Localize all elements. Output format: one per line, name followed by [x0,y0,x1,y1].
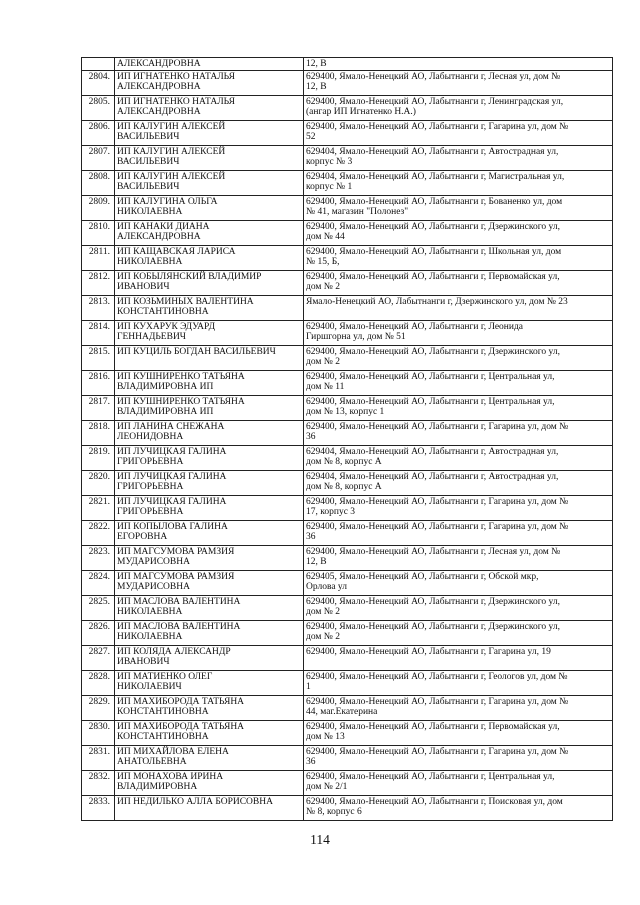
table-row [82,745,613,770]
table-row [82,720,613,745]
entrepreneur-name: ИП КУХАРУК ЭДУАРД ГЕННАДЬЕВИЧ [115,320,304,345]
address-cell: 629400, Ямало-Ненецкий АО, Лабытнанги г, Гагарина ул, дом № 17, корпус 3 [304,495,613,520]
row-number: 2811. [82,245,115,270]
entrepreneur-name: ИП КАЩАВСКАЯ ЛАРИСА НИКОЛАЕВНА [115,245,304,270]
table-row [82,170,613,195]
address-cell: 629400, Ямало-Ненецкий АО, Лабытнанги г, Дзержинского ул, дом № 2 [304,345,613,370]
row-number: 2832. [82,770,115,795]
table-row [82,495,613,520]
address-cell: 629404, Ямало-Ненецкий АО, Лабытнанги г, Автострадная ул, корпус № 3 [304,145,613,170]
table-row [82,120,613,145]
table-row [82,570,613,595]
row-number: 2824. [82,570,115,595]
row-number: 2815. [82,345,115,370]
entrepreneur-name: ИП ИГНАТЕНКО НАТАЛЬЯ АЛЕКСАНДРОВНА [115,95,304,120]
row-number [82,58,115,71]
row-number: 2813. [82,295,115,320]
row-number: 2816. [82,370,115,395]
address-cell: 629400, Ямало-Ненецкий АО, Лабытнанги г, Первомайская ул, дом № 13 [304,720,613,745]
address-cell: 629400, Ямало-Ненецкий АО, Лабытнанги г, Бованенко ул, дом № 41, магазин "Полонез" [304,195,613,220]
row-number: 2823. [82,545,115,570]
entrepreneur-name: ИП МАХИБОРОДА ТАТЬЯНА КОНСТАНТИНОВНА [115,695,304,720]
address-cell: 629400, Ямало-Ненецкий АО, Лабытнанги г, Леонида Гиршгорна ул, дом № 51 [304,320,613,345]
entrepreneur-name: ИП КОЛЯДА АЛЕКСАНДР ИВАНОВИЧ [115,645,304,670]
table-row [82,620,613,645]
table-row [82,295,613,320]
table-row [82,145,613,170]
registry-table [81,57,613,821]
entrepreneur-name: ИП ИГНАТЕНКО НАТАЛЬЯ АЛЕКСАНДРОВНА [115,70,304,95]
address-cell: 629400, Ямало-Ненецкий АО, Лабытнанги г, Дзержинского ул, дом № 2 [304,620,613,645]
address-cell: Ямало-Ненецкий АО, Лабытнанги г, Дзержинского ул, дом № 23 [304,295,613,320]
entrepreneur-name: ИП КОБЫЛЯНСКИЙ ВЛАДИМИР ИВАНОВИЧ [115,270,304,295]
address-cell: 629400, Ямало-Ненецкий АО, Лабытнанги г, Центральная ул, дом № 2/1 [304,770,613,795]
entrepreneur-name: ИП КУШНИРЕНКО ТАТЬЯНА ВЛАДИМИРОВНА ИП [115,370,304,395]
row-number: 2810. [82,220,115,245]
row-number: 2808. [82,170,115,195]
table-row [82,320,613,345]
row-number: 2812. [82,270,115,295]
row-number: 2821. [82,495,115,520]
table-row [82,70,613,95]
table-row [82,670,613,695]
entrepreneur-name: ИП НЕДИЛЬКО АЛЛА БОРИСОВНА [115,795,304,820]
address-cell: 629400, Ямало-Ненецкий АО, Лабытнанги г, Гагарина ул, дом № 44, маг.Екатерина [304,695,613,720]
table-row [82,770,613,795]
address-cell: 629404, Ямало-Ненецкий АО, Лабытнанги г, Автострадная ул, дом № 8, корпус А [304,445,613,470]
row-number: 2830. [82,720,115,745]
entrepreneur-name: ИП КАЛУГИНА ОЛЬГА НИКОЛАЕВНА [115,195,304,220]
entrepreneur-name: ИП ЛУЧИЦКАЯ ГАЛИНА ГРИГОРЬЕВНА [115,495,304,520]
address-cell: 629400, Ямало-Ненецкий АО, Лабытнанги г, Дзержинского ул, дом № 44 [304,220,613,245]
address-cell: 629400, Ямало-Ненецкий АО, Лабытнанги г, Ленинградская ул, (ангар ИП Игнатенко Н.А.) [304,95,613,120]
address-cell: 629400, Ямало-Ненецкий АО, Лабытнанги г, Гагарина ул, дом № 36 [304,745,613,770]
table-row [82,95,613,120]
row-number: 2807. [82,145,115,170]
table-row [82,645,613,670]
row-number: 2833. [82,795,115,820]
table-row [82,245,613,270]
row-number: 2818. [82,420,115,445]
entrepreneur-name: АЛЕКСАНДРОВНА [115,58,304,71]
row-number: 2804. [82,70,115,95]
row-number: 2805. [82,95,115,120]
address-cell: 629400, Ямало-Ненецкий АО, Лабытнанги г, Лесная ул, дом № 12, В [304,70,613,95]
table-row [82,195,613,220]
address-cell: 629404, Ямало-Ненецкий АО, Лабытнанги г, Магистральная ул, корпус № 1 [304,170,613,195]
entrepreneur-name: ИП КУЦИЛЬ БОГДАН ВАСИЛЬЕВИЧ [115,345,304,370]
entrepreneur-name: ИП МОНАХОВА ИРИНА ВЛАДИМИРОВНА [115,770,304,795]
row-number: 2828. [82,670,115,695]
row-number: 2820. [82,470,115,495]
address-cell: 629404, Ямало-Ненецкий АО, Лабытнанги г, Автострадная ул, дом № 8, корпус А [304,470,613,495]
page-number: 114 [310,832,330,847]
row-number: 2825. [82,595,115,620]
table-row [82,58,613,71]
entrepreneur-name: ИП ЛАНИНА СНЕЖАНА ЛЕОНИДОВНА [115,420,304,445]
row-number: 2817. [82,395,115,420]
entrepreneur-name: ИП МАТИЕНКО ОЛЕГ НИКОЛАЕВИЧ [115,670,304,695]
row-number: 2827. [82,645,115,670]
table-row [82,395,613,420]
address-cell: 629400, Ямало-Ненецкий АО, Лабытнанги г, Поисковая ул, дом № 8, корпус 6 [304,795,613,820]
entrepreneur-name: ИП МАГСУМОВА РАМЗИЯ МУДАРИСОВНА [115,545,304,570]
entrepreneur-name: ИП МАСЛОВА ВАЛЕНТИНА НИКОЛАЕВНА [115,620,304,645]
entrepreneur-name: ИП КАЛУГИН АЛЕКСЕЙ ВАСИЛЬЕВИЧ [115,170,304,195]
row-number: 2819. [82,445,115,470]
address-cell: 629400, Ямало-Ненецкий АО, Лабытнанги г, Лесная ул, дом № 12, В [304,545,613,570]
row-number: 2822. [82,520,115,545]
entrepreneur-name: ИП КАЛУГИН АЛЕКСЕЙ ВАСИЛЬЕВИЧ [115,120,304,145]
address-cell: 629400, Ямало-Ненецкий АО, Лабытнанги г, Гагарина ул, дом № 36 [304,420,613,445]
address-cell: 629400, Ямало-Ненецкий АО, Лабытнанги г, Гагарина ул, дом № 52 [304,120,613,145]
entrepreneur-name: ИП КОПЫЛОВА ГАЛИНА ЕГОРОВНА [115,520,304,545]
entrepreneur-name: ИП МАХИБОРОДА ТАТЬЯНА КОНСТАНТИНОВНА [115,720,304,745]
table-row [82,370,613,395]
table-row [82,795,613,820]
address-cell: 629400, Ямало-Ненецкий АО, Лабытнанги г, Гагарина ул, дом № 36 [304,520,613,545]
table-row [82,470,613,495]
table-row [82,520,613,545]
row-number: 2806. [82,120,115,145]
row-number: 2829. [82,695,115,720]
address-cell: 629400, Ямало-Ненецкий АО, Лабытнанги г, Гагарина ул, 19 [304,645,613,670]
registry-rows [82,58,613,821]
entrepreneur-name: ИП КАНАКИ ДИАНА АЛЕКСАНДРОВНА [115,220,304,245]
entrepreneur-name: ИП МИХАЙЛОВА ЕЛЕНА АНАТОЛЬЕВНА [115,745,304,770]
row-number: 2814. [82,320,115,345]
table-row [82,595,613,620]
address-cell: 629405, Ямало-Ненецкий АО, Лабытнанги г, Обской мкр, Орлова ул [304,570,613,595]
entrepreneur-name: ИП МАГСУМОВА РАМЗИЯ МУДАРИСОВНА [115,570,304,595]
address-cell: 629400, Ямало-Ненецкий АО, Лабытнанги г, Первомайская ул, дом № 2 [304,270,613,295]
row-number: 2809. [82,195,115,220]
entrepreneur-name: ИП КАЛУГИН АЛЕКСЕЙ ВАСИЛЬЕВИЧ [115,145,304,170]
address-cell: 629400, Ямало-Ненецкий АО, Лабытнанги г, Геологов ул, дом № 1 [304,670,613,695]
table-row [82,420,613,445]
entrepreneur-name: ИП МАСЛОВА ВАЛЕНТИНА НИКОЛАЕВНА [115,595,304,620]
address-cell: 629400, Ямало-Ненецкий АО, Лабытнанги г, Школьная ул, дом № 15, Б, [304,245,613,270]
table-row [82,695,613,720]
table-row [82,345,613,370]
table-row [82,270,613,295]
address-cell: 629400, Ямало-Ненецкий АО, Лабытнанги г, Дзержинского ул, дом № 2 [304,595,613,620]
table-row [82,445,613,470]
entrepreneur-name: ИП КУШНИРЕНКО ТАТЬЯНА ВЛАДИМИРОВНА ИП [115,395,304,420]
entrepreneur-name: ИП КОЗЬМИНЫХ ВАЛЕНТИНА КОНСТАНТИНОВНА [115,295,304,320]
row-number: 2826. [82,620,115,645]
address-cell: 629400, Ямало-Ненецкий АО, Лабытнанги г, Центральная ул, дом № 13, корпус 1 [304,395,613,420]
row-number: 2831. [82,745,115,770]
entrepreneur-name: ИП ЛУЧИЦКАЯ ГАЛИНА ГРИГОРЬЕВНА [115,470,304,495]
table-row [82,545,613,570]
table-row [82,220,613,245]
address-cell: 12, В [304,58,613,71]
address-cell: 629400, Ямало-Ненецкий АО, Лабытнанги г, Центральная ул, дом № 11 [304,370,613,395]
entrepreneur-name: ИП ЛУЧИЦКАЯ ГАЛИНА ГРИГОРЬЕВНА [115,445,304,470]
